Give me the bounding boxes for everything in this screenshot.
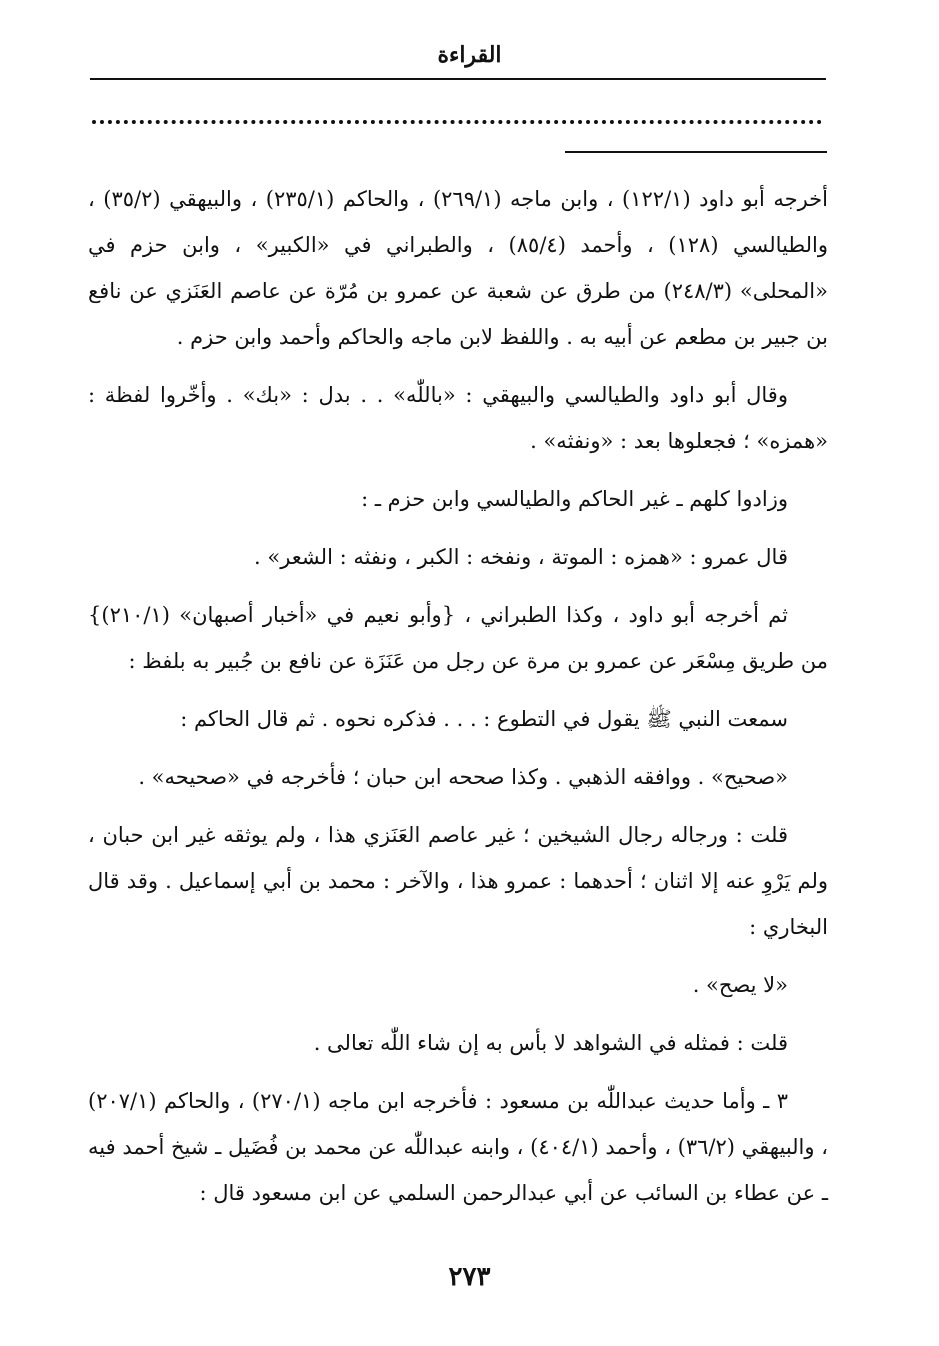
paragraph-1: أخرجه أبو داود (١٢٢/١) ، وابن ماجه (٢٦٩/١) ، والحاكم (٢٣٥/١) ، والبيهقي (٣٥/٢) ، والطيالسي (١٢٨) ، وأحمد (٨٥/٤) ، والطبراني في «الكبير» ، وابن حزم في «المحلى» (٢٤٨/٣) من طرق عن شعبة عن عمرو بن مُرّة عن عاصم العَنَزي عن نافع بن جبير بن مطعم عن أبيه به . واللفظ لابن ماجه والحاكم وأحمد وابن حزم . bbox=[88, 187, 829, 349]
header-title: القراءة bbox=[437, 42, 502, 68]
paragraph-6: سمعت النبي ﷺ يقول في التطوع : . . . فذكره نحوه . ثم قال الحاكم : bbox=[180, 707, 788, 731]
paragraph-7: «صحيح» . ووافقه الذهبي . وكذا صححه ابن حبان ؛ فأخرجه في «صحيحه» . bbox=[138, 765, 788, 789]
dotted-separator bbox=[92, 120, 822, 124]
paragraph-8: قلت : ورجاله رجال الشيخين ؛ غير عاصم العَنَزي هذا ، ولم يوثقه غير ابن حبان ، ولم يَرْوِ عنه إلا اثنان ؛ أحدهما : عمرو هذا ، والآخر : محمد بن أبي إسماعيل . وقد قال البخاري : bbox=[88, 823, 828, 939]
footnote-rule bbox=[565, 151, 827, 153]
paragraph-2: وقال أبو داود والطيالسي والبيهقي : «باللّٰه» . . بدل : «بك» . وأخّروا لفظة : «همزه» ؛ فجعلوها بعد : «ونفثه» . bbox=[88, 383, 828, 453]
paragraph-11: ٣ ـ وأما حديث عبداللّٰه بن مسعود : فأخرجه ابن ماجه (٢٧٠/١) ، والحاكم (٢٠٧/١) ، والبيهقي (٣٦/٢) ، وأحمد (٤٠٤/١) ، وابنه عبداللّٰه عن محمد بن فُضَيل ـ شيخ أحمد فيه ـ عن عطاء بن السائب عن أبي عبدالرحمن السلمي عن ابن مسعود قال : bbox=[88, 1089, 828, 1205]
paragraph-5: ثم أخرجه أبو داود ، وكذا الطبراني ، {وأبو نعيم في «أخبار أصبهان» (٢١٠/١)} من طريق مِسْعَر عن عمرو بن مرة عن رجل من عَنَزَة عن نافع بن جُبير به بلفظ : bbox=[88, 603, 828, 673]
paragraph-3: وزادوا كلهم ـ غير الحاكم والطيالسي وابن حزم ـ : bbox=[361, 487, 788, 511]
paragraph-4: قال عمرو : «همزه : الموتة ، ونفخه : الكبر ، ونفثه : الشعر» . bbox=[254, 545, 788, 569]
page-number: ٢٧٣ bbox=[448, 1262, 491, 1292]
page-body bbox=[88, 176, 828, 1228]
paragraph-10: قلت : فمثله في الشواهد لا بأس به إن شاء اللّٰه تعالى . bbox=[313, 1031, 788, 1055]
header-rule bbox=[90, 78, 826, 80]
paragraph-9: «لا يصح» . bbox=[692, 973, 788, 997]
